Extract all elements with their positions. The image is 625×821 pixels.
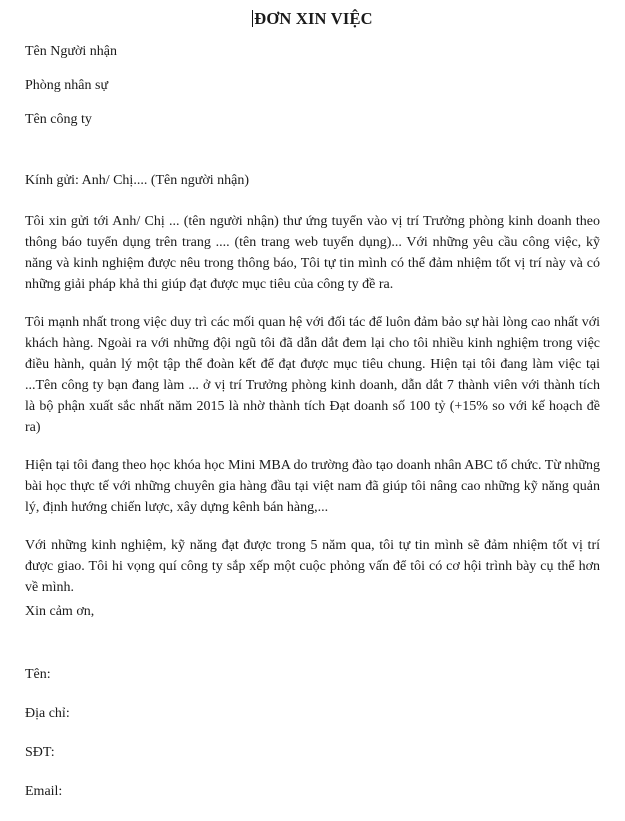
recipient-block <box>25 42 600 130</box>
salutation: Kính gửi: Anh/ Chị.... (Tên người nhận) <box>25 173 250 188</box>
signature-field-name: Tên: <box>25 667 51 682</box>
signature-field-phone: SĐT: <box>25 745 55 760</box>
page-title-text: ĐƠN XIN VIỆC <box>254 9 373 28</box>
block-spacer <box>25 144 600 170</box>
page-title <box>0 8 625 30</box>
body-paragraph: Tôi xin gửi tới Anh/ Chị ... (tên người nhận) thư ứng tuyển vào vị trí Trưởng phòng kinh doanh theo thông báo tuyển dụng trên trang .... (tên trang web tuyển dụng)... Với những yêu cầu công việc, kỹ năng và kinh nghiệm được nêu trong thông báo, Tôi tự tin mình có thể đảm nhiệm tốt vị trí này và có những giải pháp khả thi giúp đạt được mục tiêu của công ty đề ra. <box>25 214 600 292</box>
recipient-line: Phòng nhân sự <box>25 78 109 93</box>
body-paragraph: Hiện tại tôi đang theo học khóa học Mini MBA do trường đào tạo doanh nhân ABC tổ chức. Từ những bài học thực tế với những chuyên gia hàng đầu tại việt nam đã giúp tôi nâng cao những kỹ năng quản lý, định hướng chiến lược, xây dựng kênh bán hàng,... <box>25 458 600 515</box>
closing-line: Xin cảm ơn, <box>25 604 95 619</box>
signature-field-email: Email: <box>25 784 63 799</box>
recipient-line: Tên Người nhận <box>25 44 117 59</box>
signature-field-address: Địa chỉ: <box>25 706 70 721</box>
body-paragraph: Với những kinh nghiệm, kỹ năng đạt được trong 5 năm qua, tôi tự tin mình sẽ đảm nhiệm tốt vị trí được giao. Tôi hi vọng quí công ty sắp xếp một cuộc phỏng vấn để tôi có cơ hội trình bày cụ thể hơn về mình. <box>25 538 600 595</box>
body-paragraph: Tôi mạnh nhất trong việc duy trì các mối quan hệ với đối tác để luôn đảm bảo sự hài lòng cao nhất với khách hàng. Ngoài ra với những đội ngũ tôi đã dẫn dắt đem lại cho tôi nhiều kinh nghiệm trong việc điều hành, quản lý một tập thể đoàn kết để đạt được mục tiêu chung. Hiện tại tôi đang làm việc tại ...Tên công ty bạn đang làm ... ở vị trí Trưởng phòng kinh doanh, dẫn dắt 7 thành viên với thành tích là bộ phận xuất sắc nhất năm 2015 là nhờ thành tích Đạt doanh số 100 tỷ (+15% so với kế hoạch đề ra) <box>25 315 600 435</box>
document-body <box>25 42 600 821</box>
recipient-line: Tên công ty <box>25 112 92 127</box>
signature-block <box>25 665 600 802</box>
